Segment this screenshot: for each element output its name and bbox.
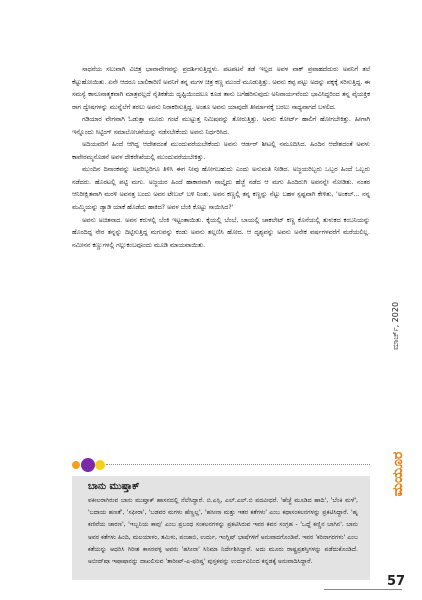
article-paragraph: ಅವನು ಅಚಿತನಾದ. ಅವನ ಕರುಳಲ್ಲಿ ಬೆಂಕಿ ಇಟ್ಟಂತಾಯಿತು. ಕೈಯಲ್ಲಿ ಬೆಂಬೆ, ಬಾಯಲ್ಲಿ ಚಾಕಲೇಟ್ ಕಣ್ಣ ಕೊನೆಯಲ್ಲಿ ತುಳುಕದ ಕಂಬನಿಯನ್ನು ಹೊಂದಿದ್ದ ನೇರ ತನ್ನನ್ನು ದಿಟ್ಟಿಸುತ್ತಿದ್ದ ಮಗುವನ್ನು ಕಂಡು ಅವನು ತಲ್ಲಣಿಸಿ ಹೋದ. ಆ ದೃಶ್ಯವನ್ನು ಅವನು ಅನೇಕ ವರ್ಷಗಳವರೆಗೆ ಮರೆಯಲಿಲ್ಲ. ನಮೀನನ ಕಣ್ಣುಗಳಲ್ಲಿ ಗಲ್ಲುಕಂಬವೂಂದು ಮೂಡಿ ಮಾಯವಾಯಿತು. [72,216,370,249]
article-paragraph: ಅದಿಯವರಿಗೆ ಹಿಂದೆ ಆಗಿದ್ದ ಆದೇಶದಂತೆ ಮುಂದುವರೆಯಬೇಕೆಂದು ಅವನು ಆರ್ಡರ್ ಶೀಟಲ್ಲಿ ನಮೂದಿಸಿದ. ಹಿಂದಿನ ಆದೇಶದಂತೆ ಅವಳು ಕಾವೇರಮ್ಮನೊಡನೆ ಅವಳ ದೇಕರೇಖೆಯಲ್ಲಿ ಮುಂದುವರೆಯಬೇಕಿತ್ತು. [72,141,370,161]
page-number: 57 [387,574,406,589]
author-name: ಬಾನು ಮುಷ್ತಾಕ್ [88,481,140,492]
orange-dot [72,461,80,469]
article-body [72,64,370,252]
footer-rule [324,589,402,590]
section-divider [72,458,370,472]
purple-dot [81,458,95,472]
yellow-dot [95,460,105,470]
article-paragraph: ಸಾಧನೆಯ ಸಲುವಾಗಿ ವಿಚಿತ್ರ ಭಾವಾವೇಗವನ್ನು ಪ್ರದರ್ಶಿಸುತ್ತಿದ್ದಳು. ಪಟಪಟನೆ ತಡೆ ಇಲ್ಲದ ಅವಳ ವಾಕ್ ಪ್ರವಾಹದೆದುರು ಅವನಿಗೆ ತಲೆ ಕೆಟ್ಟುಹೋಯಿತು. ಏನೇ ಆದರೂ ಬಾಲಿಕಾರಿಣಿ ಅವನಿಗೆ ತನ್ನ ಮಗಳ ಚಿತ್ರ ಕಣ್ಣ ಮುಂದೆ ಮೂಡುತ್ತಿತ್ತು. ಅವನು ಕಪ್ಪ ಪಟ್ಟು ಅದನ್ನು ಪಕ್ಕಕ್ಕೆ ಸರಿಸುತ್ತಿದ್ದ. ಈ ಸಮಸ್ಯೆ ಕಾನೂನಾತ್ಮಕವಾಗಿ ಮಾತ್ರವಲ್ಲದೆ ನೈತಿಕತೆಯ ದೃಷ್ಟಿಯಿಂದಲೂ ಕೂಡ ತಾನು ಬಗೆಹರಿಸುವುದು ಅನಿವಾರ್ಯವೆಂದು ಭಾವಿಸಿದ್ದರಿಂದ ತನ್ನ ವೈಯಕ್ತಿಕ ರಾಗ ದ್ವೇಷಗಳನ್ನು ಮುನ್ನೆಲೆಗೆ ತರಲು ಅವನು ನಿರಾಕರಿಸುತ್ತಿದ್ದ. ಅಂತೂ ಅವನು ಯಾವುದೇ ತೀರ್ಮಾನಕ್ಕೆ ಬರಲು ಸಾಧ್ಯವಾಗದೆ ಬಳಲಿದ. [72,66,370,111]
article-paragraph: ಗಡಿಯಾರ ವೇಗವಾಗಿ ಓಡುತ್ತಾ ಮೂರು ಗಂಟೆ ಮುಟ್ಟುತ್ತ ನಿಮಿಷವನ್ನು ತೋರುತ್ತಿತ್ತು. ಅವನು ಕೋರ್ಟ್ ಹಾಲಿಗೆ ಹೋಗಬೇಕಿತ್ತು. ಹೀಗಾಗಿ ಇನ್ನೊಂದು ಸಿಟ್ಟಿಂಗ್ ಸಮಾಲೋಚನೆಯನ್ನು ನಡೆಸಬೇಕೆಂದು ಅವನು ನಿರ್ಧರಿಸಿದ. [72,116,370,136]
article-paragraph: ಮುಂದಿನ ದಿನಾಂಕವನ್ನು ಅವರಿಬ್ಬರಿಗೂ ತಿಳಿಸಿ ಈಗ ನೀವು ಹೋಗಬಹುದು ಎಂದು ಅನುಮತಿ ನೀಡಿದ. ಅಜ್ಜಯರಿಬ್ಬರು ಒಬ್ಬರ ಹಿಂದೆ ಒಬ್ಬರು ನಡೆದರು. ಹೊರಟಲ್ಲಿ ಪಟ್ಟಿ ಮಗು. ಅಜ್ಜಯರ ಹಿಂದೆ ಹಾಕಾರವಾಗಿ ನಾಲ್ಕೈದು ಹೆಜ್ಜೆ ನಡೆದ ಆ ಮಗು ಹಿಂದಿರುಗಿ ಅವನನ್ನೇ ನೋಡಿತು. ನಂತರ ಆನಿರೀಕ್ಷಿತವಾಗಿ ಮರಳಿ ಅವನತ್ತ ಬಂದು ಅವನ ಟೇಬಲ್ ಬಳಿ ನಿಂತು, ಅವನ ಕಣ್ಣಲ್ಲಿ ತನ್ನ ಕಣ್ಣನ್ನು ನೆಟ್ಟು ಬಹಳ ಸ್ಪಷ್ಟವಾಗಿ ಕೇಳಿತು, 'ಅಂಕಲ್... ನನ್ನ ಮಮ್ಮಿಯನ್ನು ಡ್ಯಾಡಿ ಯಾಕೆ ಹೊಡೆದು ಹಾಕಿದ? ಅವಳ ಬೆಂಕಿ ಕೊಟ್ಟು ಸಾಯಿಸಿದ?' [72,166,370,212]
issue-date: ಮಾರ್ಚ್, 2020 [391,301,400,351]
magazine-name: ಮಯೂರ [390,451,406,497]
dotted-line [106,464,370,465]
decorative-dots [72,458,108,472]
author-bio-text: ವಕೀಲರಾಗಿರುವ ಬಾನು ಮುಷ್ತಾಕ್ ಹಾಸನದಲ್ಲಿ ನೆಲೆಸಿದ್ದಾರೆ. ಬಿ.ಎಸ್ಸಿ, ಎಲ್.ಎಲ್.ಬಿ ಪದವೀಧರೆ. 'ಹೆಜ್ಜೆ ಮೂಡಿದ ಹಾದಿ', 'ಬೆಂಕಿ ಮಳೆ', 'ಬದಾಯ ಹಣತೆ', 'ಸಫೀರಾ', 'ಬಡವರ ಮಗಳು ಹೆಣ್ಣಲ್ಲ', 'ಹಸೀನಾ ಮತ್ತು ಇತರ ಕತೆಗಳು' ಎಂಬ ಕಥಾಸಂಕಲನಗಳನ್ನು ಪ್ರಕಟಿಸಿದ್ದಾರೆ. 'ಹೃ ಕಣಿವೆಯ ಚಾರಣ', 'ಇಬ್ಬನಿಯ ಕಾವು' ಎಂಬ ಪ್ರಬಂಧ ಸಂಕಲನಗಳನ್ನು ಪ್ರಕಟಿಸಿರುವ ಇವರ ಕವನ ಸಂಗ್ರಹ - 'ಒದ್ದೆ ಕಣ್ಣಿನ ಬಾಗಿನ'. ಬಾನು ಅವರ ಕತೆಗಳು ಹಿಂದಿ, ಮಲಯಾಳಂ, ತಮಿಳು, ಪಂಜಾಬಿ, ಉರ್ದು, ಇಂಗ್ಲಿಷ್ ಭಾಷೆಗಳಿಗೆ ಅನುವಾದಗೊಂಡಿವೆ. ಇವರ 'ಕರಿನಾಗರಗಳು' ಎಂಬ ಕತೆಯನ್ನು ಆಧರಿಸಿ ಗಿರೀಶ ಕಾಸರವಳ್ಳಿ ಅವರು 'ಹಸೀನಾ' ಸಿನಿಮಾ ನಿರ್ದೇಶಿಸಿದ್ದಾರೆ. ಅದು ಮೂರು ರಾಷ್ಟ್ರಪ್ರಶಸ್ತಿಗಳನ್ನು ಪಡೆದುಕೊಂಡಿದೆ. ಅಬೀದ್‌ಷಾ ಇಷಾಷಾನನ್ನು ದಾಖಲಿಸುವ 'ತಾರೀಖ್-ಎ-ಫರಿಷ್ತ' ಪುಸ್ತಕವನ್ನು ಉರ್ದುವಿನಿಂದ ಕನ್ನಡಕ್ಕೆ ಅನುವಾದಿಸಿದ್ದಾರೆ. [88,497,358,566]
